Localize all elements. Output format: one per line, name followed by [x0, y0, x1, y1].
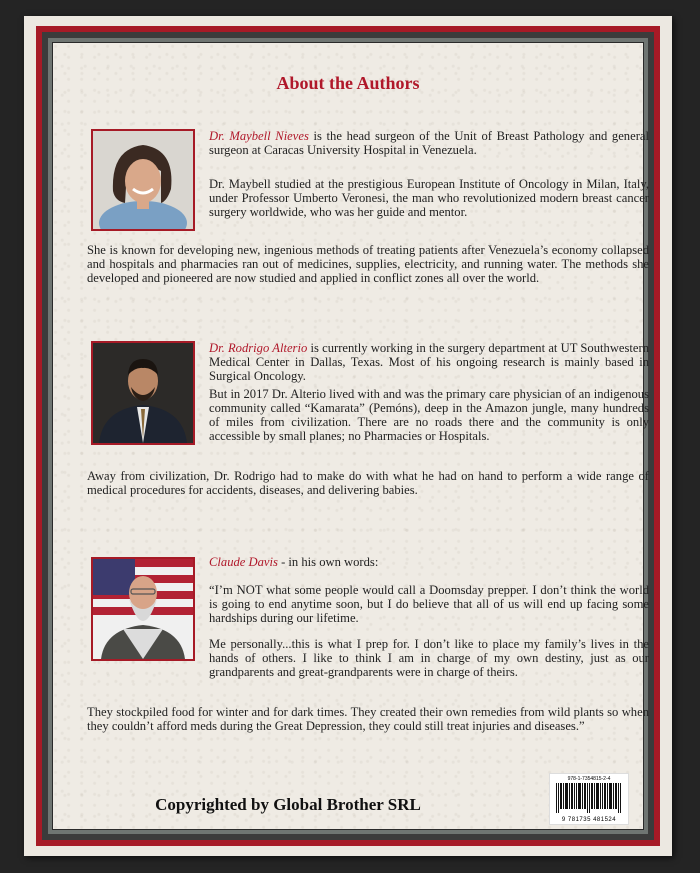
- author3-paragraph-2: “I’m NOT what some people would call a Doomsday prepper. I don’t think the world is going to end anytime soon, but I do believe that all of us will end up facing some hardships during our lifetime.: [209, 583, 649, 625]
- author3-paragraph-4: They stockpiled food for winter and for dark times. They created their own remedies from wild plants so when they couldn’t afford meds during the Great Depression, they could still treat injuries and diseases.”: [87, 705, 649, 733]
- author1-paragraph-3: She is known for developing new, ingenious methods of treating patients after Venezuela’s economy collapsed and hospitals and pharmacies ran out of medicines, supplies, electricity, and running water. The methods she developed and pioneered are now studied and applied in conflict zones all over the world.: [87, 243, 649, 285]
- cover-panel: [52, 42, 649, 830]
- author-photo-maybell: [91, 129, 195, 231]
- isbn-text: 978-1-7354815-2-4: [567, 776, 611, 782]
- author3-intro-text: - in his own words:: [277, 555, 379, 569]
- author2-intro: [209, 341, 649, 383]
- section-title: About the Authors: [276, 73, 420, 93]
- author2-paragraph-2: But in 2017 Dr. Alterio lived with and was the primary care physician of an indigenous community called “Kamarata” (Pemóns), deep in the Amazon jungle, many hundreds of miles from civilization. There are no roads there and the community is only accessible by small planes; no Pharmacies or Hospitals.: [209, 387, 649, 443]
- author2-intro-text: is currently working in the surgery department at UT Southwestern Medical Center in Dallas, Texas. Most of his ongoing research is mainly based in Surgical Oncology.: [209, 341, 649, 383]
- isbn-barcode: [549, 773, 629, 825]
- author3-name: Claude Davis: [209, 555, 278, 569]
- author-photo-claude: [91, 557, 195, 661]
- paper-background: [53, 43, 649, 829]
- book-back-cover: [24, 16, 672, 856]
- copyright-notice: Copyrighted by Global Brother SRL: [155, 795, 421, 814]
- author2-paragraph-3: Away from civilization, Dr. Rodrigo had to make do with what he had on hand to perform a wide range of medical procedures for accidents, diseases, and delivering babies.: [87, 469, 649, 497]
- author1-intro: [209, 129, 649, 157]
- author-photo-rodrigo: [91, 341, 195, 445]
- author1-name: Dr. Maybell Nieves: [209, 129, 309, 143]
- author1-intro-text: is the head surgeon of the Unit of Breast Pathology and general surgeon at Caracas University Hospital in Venezuela.: [209, 129, 649, 157]
- barcode-number: 9 781735 481524: [561, 817, 617, 823]
- red-border: [36, 26, 660, 846]
- barcode-icon: [556, 783, 622, 813]
- gray-border: [48, 38, 648, 834]
- author2-name: Dr. Rodrigo Alterio: [209, 341, 308, 355]
- author3-intro: [209, 555, 649, 569]
- author3-paragraph-3: Me personally...this is what I prep for. I don’t like to place my family’s lives in the hands of others. I like to think I am in charge of my own destiny, just as our grandparents and great-grandparents were in charge of theirs.: [209, 637, 649, 679]
- author1-paragraph-2: Dr. Maybell studied at the prestigious European Institute of Oncology in Milan, Italy, under Professor Umberto Veronesi, the man who revolutionized modern breast cancer surgery worldwide, who was her guide and mentor.: [209, 177, 649, 219]
